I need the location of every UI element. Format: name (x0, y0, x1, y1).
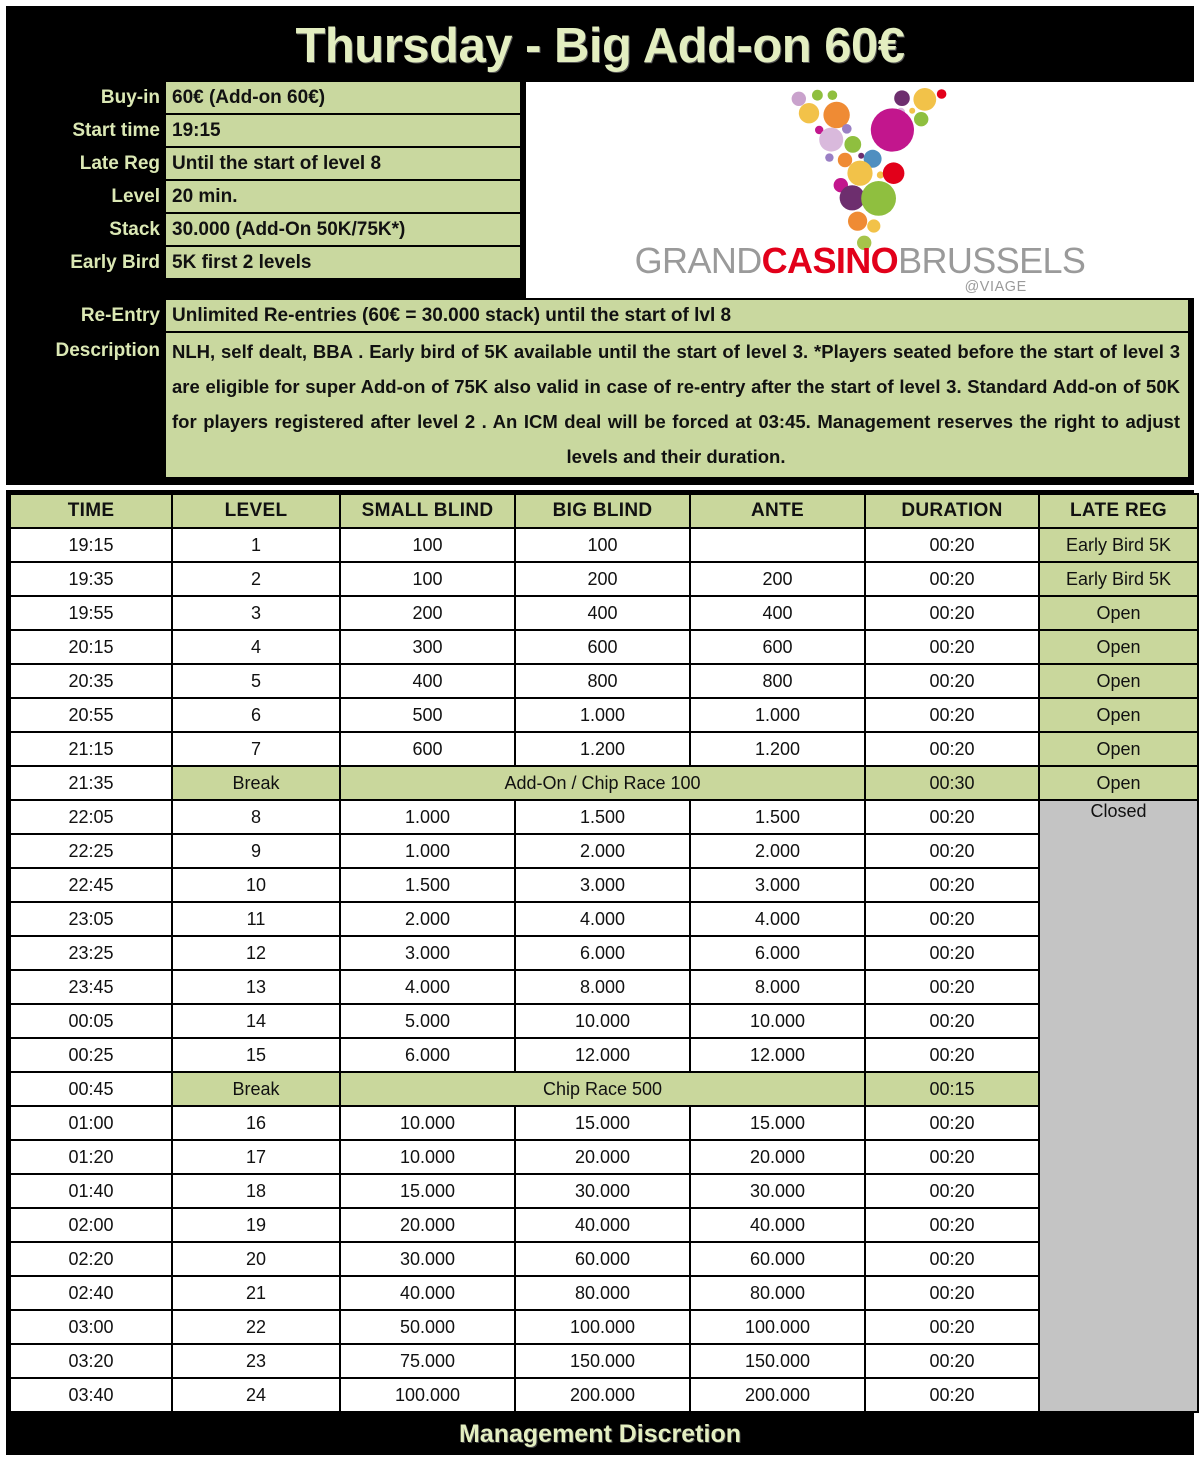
logo-dot-14 (844, 136, 861, 153)
cell-time: 20:35 (10, 664, 172, 698)
cell-duration: 00:20 (865, 970, 1039, 1004)
cell-level: 16 (172, 1106, 340, 1140)
cell-duration: 00:20 (865, 1106, 1039, 1140)
page-title: Thursday - Big Add-on 60€ (295, 19, 905, 73)
cell-time: 02:40 (10, 1276, 172, 1310)
info-value-early-bird: 5K first 2 levels (166, 247, 520, 278)
cell-big-blind: 150.000 (515, 1344, 690, 1378)
cell-level: 8 (172, 800, 340, 834)
cell-ante: 4.000 (690, 902, 865, 936)
column-header-duration: DURATION (865, 494, 1039, 528)
cell-ante: 30.000 (690, 1174, 865, 1208)
cell-big-blind: 4.000 (515, 902, 690, 936)
cell-duration: 00:20 (865, 596, 1039, 630)
info-label-description: Description (55, 340, 160, 361)
cell-level: 7 (172, 732, 340, 766)
cell-small-blind: 2.000 (340, 902, 515, 936)
cell-big-blind: 30.000 (515, 1174, 690, 1208)
cell-duration: 00:20 (865, 1276, 1039, 1310)
cell-level: 21 (172, 1276, 340, 1310)
cell-ante (690, 528, 865, 562)
table-row (10, 1344, 1198, 1378)
info-row-late-reg (6, 148, 520, 179)
cell-time: 23:45 (10, 970, 172, 1004)
cell-ante: 1.000 (690, 698, 865, 732)
cell-duration: 00:20 (865, 936, 1039, 970)
cell-level: 9 (172, 834, 340, 868)
cell-ante: 1.500 (690, 800, 865, 834)
cell-duration: 00:20 (865, 630, 1039, 664)
cell-small-blind: 3.000 (340, 936, 515, 970)
logo-dot-15 (871, 108, 914, 151)
cell-small-blind: 100 (340, 528, 515, 562)
schedule-table-body (10, 528, 1198, 1412)
cell-time: 23:05 (10, 902, 172, 936)
cell-time: 19:55 (10, 596, 172, 630)
info-value-description: NLH, self dealt, BBA . Early bird of 5K available until the start of level 3. *Players seated before the start of level 3 are eligible for super Add-on of 75K also valid in case of re-entry after the start of level 3. Standard Add-on of 50K for players registered after level 2 . An ICM deal will be forced at 03:45. Management reserves the right to adjust levels and their duration. (166, 333, 1188, 477)
cell-duration: 00:20 (865, 902, 1039, 936)
cell-ante: 150.000 (690, 1344, 865, 1378)
header-panel (6, 6, 1194, 485)
info-row-stack (6, 214, 520, 245)
cell-big-blind: 1.200 (515, 732, 690, 766)
cell-level: 18 (172, 1174, 340, 1208)
schedule-table (9, 493, 1199, 1413)
cell-late-reg: Open (1039, 766, 1198, 800)
svg-text:@VIAGE: @VIAGE (964, 278, 1027, 295)
logo-dot-3 (894, 90, 910, 106)
table-row (10, 800, 1198, 834)
info-label-reentry: Re-Entry (80, 305, 160, 326)
cell-time: 01:40 (10, 1174, 172, 1208)
cell-duration: 00:15 (865, 1072, 1039, 1106)
logo-dot-18 (858, 153, 864, 159)
cell-late-reg: Open (1039, 630, 1198, 664)
cell-time: 22:45 (10, 868, 172, 902)
info-row-buyin (6, 82, 520, 113)
cell-time: 20:15 (10, 630, 172, 664)
logo-dot-26 (848, 212, 867, 231)
logo-dot-10 (914, 112, 928, 126)
cell-time: 01:00 (10, 1106, 172, 1140)
table-row (10, 630, 1198, 664)
cell-duration: 00:20 (865, 1378, 1039, 1412)
cell-time: 21:35 (10, 766, 172, 800)
column-header-ante: ANTE (690, 494, 865, 528)
cell-level-break: Break (172, 1072, 340, 1106)
logo-dot-6 (799, 103, 819, 123)
cell-big-blind: 40.000 (515, 1208, 690, 1242)
cell-ante: 8.000 (690, 970, 865, 1004)
cell-duration: 00:20 (865, 868, 1039, 902)
info-row-level (6, 181, 520, 212)
table-row (10, 902, 1198, 936)
cell-big-blind: 800 (515, 664, 690, 698)
info-row-early-bird (6, 247, 520, 278)
cell-big-blind: 60.000 (515, 1242, 690, 1276)
cell-ante: 400 (690, 596, 865, 630)
info-value-start-time: 19:15 (166, 115, 520, 146)
cell-duration: 00:30 (865, 766, 1039, 800)
info-value-level: 20 min. (166, 181, 520, 212)
logo-dot-27 (867, 219, 880, 232)
logo-dot-12 (842, 124, 852, 134)
logo-dot-24 (840, 185, 865, 210)
cell-big-blind: 6.000 (515, 936, 690, 970)
cell-ante: 20.000 (690, 1140, 865, 1174)
logo-dot-cluster (792, 88, 947, 250)
cell-duration: 00:20 (865, 664, 1039, 698)
cell-late-reg: Open (1039, 664, 1198, 698)
cell-time: 22:05 (10, 800, 172, 834)
cell-small-blind: 400 (340, 664, 515, 698)
cell-level: 2 (172, 562, 340, 596)
cell-duration: 00:20 (865, 698, 1039, 732)
cell-level: 23 (172, 1344, 340, 1378)
info-label-buyin: Buy-in (100, 87, 160, 108)
logo-svg (526, 82, 1194, 298)
table-row (10, 834, 1198, 868)
info-value-stack: 30.000 (Add-On 50K/75K*) (166, 214, 520, 245)
info-label-level: Level (111, 186, 160, 207)
info-label-stack: Stack (109, 219, 160, 240)
logo-dot-17 (838, 153, 852, 167)
logo-dot-2 (828, 90, 838, 100)
table-row (10, 1038, 1198, 1072)
cell-level: 17 (172, 1140, 340, 1174)
cell-level: 14 (172, 1004, 340, 1038)
cell-big-blind: 200 (515, 562, 690, 596)
cell-small-blind: 15.000 (340, 1174, 515, 1208)
info-label-late-reg: Late Reg (79, 153, 160, 174)
cell-small-blind: 100.000 (340, 1378, 515, 1412)
table-row (10, 1242, 1198, 1276)
cell-big-blind: 20.000 (515, 1140, 690, 1174)
cell-duration: 00:20 (865, 1310, 1039, 1344)
cell-time: 19:15 (10, 528, 172, 562)
logo-dot-1 (812, 90, 823, 101)
cell-small-blind: 10.000 (340, 1106, 515, 1140)
table-row (10, 1378, 1198, 1412)
cell-duration: 00:20 (865, 1344, 1039, 1378)
cell-break-note: Add-On / Chip Race 100 (340, 766, 865, 800)
info-row-description (6, 333, 1194, 477)
table-row (10, 1004, 1198, 1038)
table-row (10, 732, 1198, 766)
logo-dot-9 (909, 108, 915, 114)
cell-time: 02:20 (10, 1242, 172, 1276)
cell-level: 4 (172, 630, 340, 664)
cell-ante: 15.000 (690, 1106, 865, 1140)
table-row (10, 1174, 1198, 1208)
cell-level: 22 (172, 1310, 340, 1344)
cell-duration: 00:20 (865, 732, 1039, 766)
logo-dot-4 (913, 88, 936, 111)
cell-ante: 40.000 (690, 1208, 865, 1242)
cell-time: 19:35 (10, 562, 172, 596)
column-header-big-blind: BIG BLIND (515, 494, 690, 528)
info-value-buyin: 60€ (Add-on 60€) (166, 82, 520, 113)
cell-ante: 2.000 (690, 834, 865, 868)
cell-small-blind: 50.000 (340, 1310, 515, 1344)
cell-big-blind: 80.000 (515, 1276, 690, 1310)
cell-duration: 00:20 (865, 1004, 1039, 1038)
cell-small-blind: 40.000 (340, 1276, 515, 1310)
cell-small-blind: 600 (340, 732, 515, 766)
cell-break-note: Chip Race 500 (340, 1072, 865, 1106)
info-label-early-bird: Early Bird (70, 252, 160, 273)
cell-small-blind: 1.000 (340, 834, 515, 868)
cell-ante: 12.000 (690, 1038, 865, 1072)
column-header-level: LEVEL (172, 494, 340, 528)
cell-time: 02:00 (10, 1208, 172, 1242)
cell-time: 00:45 (10, 1072, 172, 1106)
cell-big-blind: 100.000 (515, 1310, 690, 1344)
logo-dot-22 (883, 162, 905, 184)
cell-level-break: Break (172, 766, 340, 800)
table-row (10, 970, 1198, 1004)
cell-ante: 200.000 (690, 1378, 865, 1412)
cell-duration: 00:20 (865, 1208, 1039, 1242)
table-row (10, 1140, 1198, 1174)
footer-note: Management Discretion (6, 1413, 1194, 1455)
cell-time: 00:25 (10, 1038, 172, 1072)
cell-small-blind: 1.000 (340, 800, 515, 834)
cell-big-blind: 200.000 (515, 1378, 690, 1412)
table-row (10, 868, 1198, 902)
cell-level: 5 (172, 664, 340, 698)
cell-time: 00:05 (10, 1004, 172, 1038)
cell-level: 13 (172, 970, 340, 1004)
cell-duration: 00:20 (865, 1038, 1039, 1072)
cell-level: 6 (172, 698, 340, 732)
cell-ante: 6.000 (690, 936, 865, 970)
table-row (10, 1276, 1198, 1310)
info-label-start-time: Start time (72, 120, 160, 141)
table-row (10, 698, 1198, 732)
cell-small-blind: 200 (340, 596, 515, 630)
cell-late-reg: Open (1039, 698, 1198, 732)
cell-level: 1 (172, 528, 340, 562)
cell-time: 03:20 (10, 1344, 172, 1378)
cell-duration: 00:20 (865, 800, 1039, 834)
table-row (10, 1106, 1198, 1140)
cell-small-blind: 30.000 (340, 1242, 515, 1276)
cell-duration: 00:20 (865, 528, 1039, 562)
cell-duration: 00:20 (865, 562, 1039, 596)
table-row-break (10, 1072, 1198, 1106)
cell-ante: 1.200 (690, 732, 865, 766)
cell-big-blind: 2.000 (515, 834, 690, 868)
column-header-time: TIME (10, 494, 172, 528)
tournament-info-list (6, 82, 520, 280)
table-row (10, 562, 1198, 596)
table-row (10, 664, 1198, 698)
logo-dot-0 (792, 92, 806, 106)
column-header-small-blind: SMALL BLIND (340, 494, 515, 528)
cell-level: 20 (172, 1242, 340, 1276)
cell-time: 03:00 (10, 1310, 172, 1344)
cell-time: 01:20 (10, 1140, 172, 1174)
table-row (10, 936, 1198, 970)
cell-duration: 00:20 (865, 834, 1039, 868)
logo-dot-5 (937, 89, 947, 99)
cell-small-blind: 20.000 (340, 1208, 515, 1242)
cell-level: 15 (172, 1038, 340, 1072)
cell-time: 23:25 (10, 936, 172, 970)
cell-ante: 80.000 (690, 1276, 865, 1310)
cell-ante: 600 (690, 630, 865, 664)
logo-dot-13 (819, 128, 843, 152)
cell-big-blind: 15.000 (515, 1106, 690, 1140)
cell-small-blind: 6.000 (340, 1038, 515, 1072)
cell-level: 12 (172, 936, 340, 970)
cell-time: 20:55 (10, 698, 172, 732)
cell-late-reg: Early Bird 5K (1039, 562, 1198, 596)
cell-late-reg: Open (1039, 596, 1198, 630)
cell-level: 10 (172, 868, 340, 902)
info-value-late-reg: Until the start of level 8 (166, 148, 520, 179)
cell-big-blind: 400 (515, 596, 690, 630)
table-row (10, 596, 1198, 630)
cell-late-reg-closed: Closed (1039, 800, 1198, 1412)
cell-big-blind: 1.500 (515, 800, 690, 834)
cell-time: 03:40 (10, 1378, 172, 1412)
cell-ante: 800 (690, 664, 865, 698)
cell-small-blind: 500 (340, 698, 515, 732)
table-row (10, 1208, 1198, 1242)
info-value-reentry: Unlimited Re-entries (60€ = 30.000 stack) until the start of lvl 8 (166, 300, 1188, 331)
table-row (10, 528, 1198, 562)
cell-small-blind: 10.000 (340, 1140, 515, 1174)
cell-small-blind: 5.000 (340, 1004, 515, 1038)
cell-level: 19 (172, 1208, 340, 1242)
cell-time: 21:15 (10, 732, 172, 766)
cell-small-blind: 1.500 (340, 868, 515, 902)
cell-duration: 00:20 (865, 1140, 1039, 1174)
cell-big-blind: 8.000 (515, 970, 690, 1004)
cell-big-blind: 1.000 (515, 698, 690, 732)
cell-level: 24 (172, 1378, 340, 1412)
cell-ante: 60.000 (690, 1242, 865, 1276)
cell-big-blind: 12.000 (515, 1038, 690, 1072)
schedule-table-wrapper (6, 490, 1194, 1413)
cell-big-blind: 10.000 (515, 1004, 690, 1038)
cell-ante: 10.000 (690, 1004, 865, 1038)
cell-late-reg: Open (1039, 732, 1198, 766)
cell-small-blind: 4.000 (340, 970, 515, 1004)
logo-dot-25 (861, 181, 896, 216)
column-header-late-reg: LATE REG (1039, 494, 1198, 528)
table-row (10, 1310, 1198, 1344)
cell-ante: 3.000 (690, 868, 865, 902)
cell-big-blind: 100 (515, 528, 690, 562)
header-body (6, 82, 1194, 298)
cell-ante: 100.000 (690, 1310, 865, 1344)
cell-late-reg: Early Bird 5K (1039, 528, 1198, 562)
logo-dot-16 (825, 153, 833, 161)
table-header-row (10, 494, 1198, 528)
cell-duration: 00:20 (865, 1242, 1039, 1276)
cell-duration: 00:20 (865, 1174, 1039, 1208)
cell-small-blind: 75.000 (340, 1344, 515, 1378)
cell-time: 22:25 (10, 834, 172, 868)
logo-dot-20 (847, 161, 872, 186)
cell-small-blind: 100 (340, 562, 515, 596)
cell-big-blind: 600 (515, 630, 690, 664)
cell-big-blind: 3.000 (515, 868, 690, 902)
table-row-break (10, 766, 1198, 800)
cell-small-blind: 300 (340, 630, 515, 664)
info-row-reentry (6, 300, 1194, 331)
cell-level: 11 (172, 902, 340, 936)
svg-text:GRANDCASINOBRUSSELS: GRANDCASINOBRUSSELS (634, 239, 1086, 281)
cell-ante: 200 (690, 562, 865, 596)
casino-logo (526, 82, 1194, 298)
cell-level: 3 (172, 596, 340, 630)
info-row-start-time (6, 115, 520, 146)
